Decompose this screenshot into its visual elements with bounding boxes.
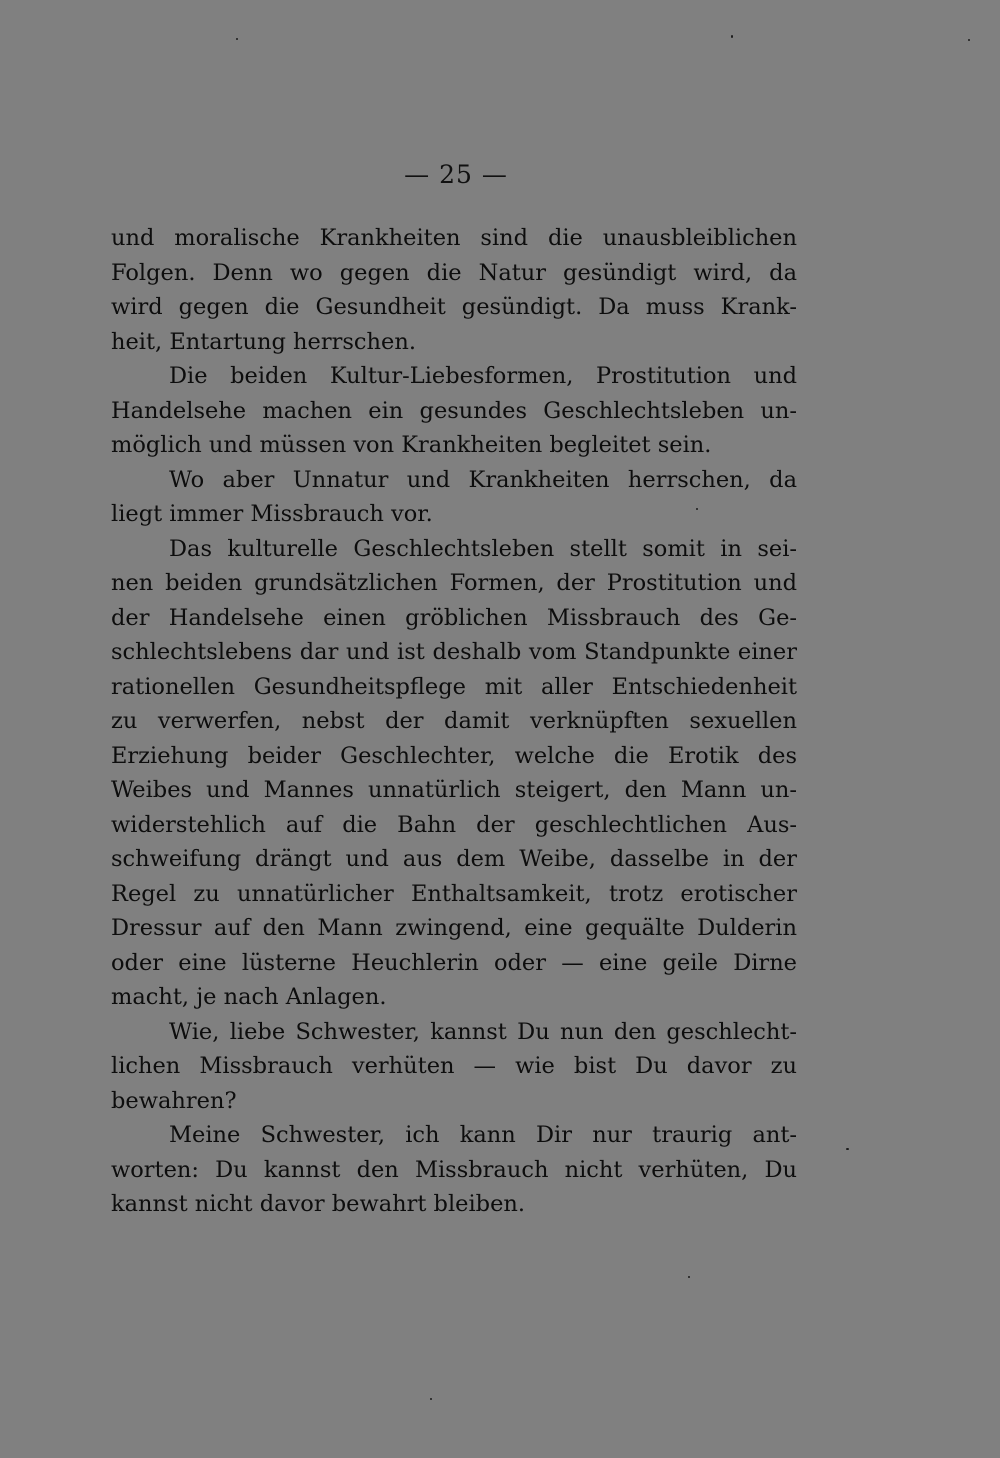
text-line: und moralische Krankheiten sind die unausbleiblichen: [111, 225, 797, 251]
text-line: widerstehlich auf die Bahn der geschlechtlichen Aus-: [111, 811, 797, 838]
text-line: lichen Missbrauch verhüten — wie bist Du davor zu: [111, 1053, 797, 1079]
text-line: schweifung drängt und aus dem Weibe, dasselbe in der: [111, 846, 797, 872]
text-line: rationellen Gesundheitspflege mit aller Entschiedenheit: [111, 673, 797, 700]
text-line: Die beiden Kultur-Liebesformen, Prostitution und: [169, 363, 797, 389]
text-line: Dressur auf den Mann zwingend, eine gequälte Dulderin: [111, 915, 797, 941]
text-line: kannst nicht davor bewahrt bleiben.: [111, 1191, 526, 1217]
text-line: Wie, liebe Schwester, kannst Du nun den geschlecht-: [169, 1018, 797, 1045]
text-line: der Handelsehe einen gröblichen Missbrauch des Ge-: [111, 604, 797, 631]
text-line: worten: Du kannst den Missbrauch nicht verhüten, Du: [111, 1156, 797, 1183]
scan-speck: [731, 35, 733, 38]
text-line: Regel zu unnatürlicher Enthaltsamkeit, trotz erotischer: [111, 880, 797, 907]
scan-speck: [688, 1276, 690, 1278]
text-line: schlechtslebens dar und ist deshalb vom Standpunkte einer: [111, 639, 797, 665]
scan-speck: [846, 1148, 849, 1150]
text-line: heit, Entartung herrschen.: [111, 328, 416, 355]
text-line: zu verwerfen, nebst der damit verknüpften sexuellen: [111, 708, 797, 734]
text-line: Weibes und Mannes unnatürlich steigert, den Mann un-: [111, 777, 797, 803]
text-line: Wo aber Unnatur und Krankheiten herrschen, da: [169, 466, 797, 493]
text-line: macht, je nach Anlagen.: [111, 984, 387, 1010]
text-line: oder eine lüsterne Heuchlerin oder — eine geile Dirne: [111, 949, 797, 976]
scan-speck: [430, 1398, 432, 1400]
scan-speck: [696, 508, 698, 510]
text-line: Das kulturelle Geschlechtsleben stellt somit in sei-: [169, 535, 797, 562]
text-line: möglich und müssen von Krankheiten begleitet sein.: [111, 432, 712, 458]
text-line: nen beiden grundsätzlichen Formen, der Prostitution und: [111, 570, 797, 596]
body-text: [111, 221, 797, 1222]
text-line: Meine Schwester, ich kann Dir nur traurig ant-: [169, 1122, 797, 1148]
page-number: — 25 —: [404, 160, 508, 189]
text-line: bewahren?: [111, 1087, 237, 1114]
text-line: Folgen. Denn wo gegen die Natur gesündigt wird, da: [111, 259, 797, 286]
scan-speck: [968, 39, 970, 41]
text-line: wird gegen die Gesundheit gesündigt. Da muss Krank-: [111, 294, 797, 320]
scan-speck: [236, 38, 238, 40]
text-line: liegt immer Missbrauch vor.: [111, 501, 433, 527]
text-line: Handelsehe machen ein gesundes Geschlechtsleben un-: [111, 397, 797, 424]
text-line: Erziehung beider Geschlechter, welche die Erotik des: [111, 742, 797, 769]
